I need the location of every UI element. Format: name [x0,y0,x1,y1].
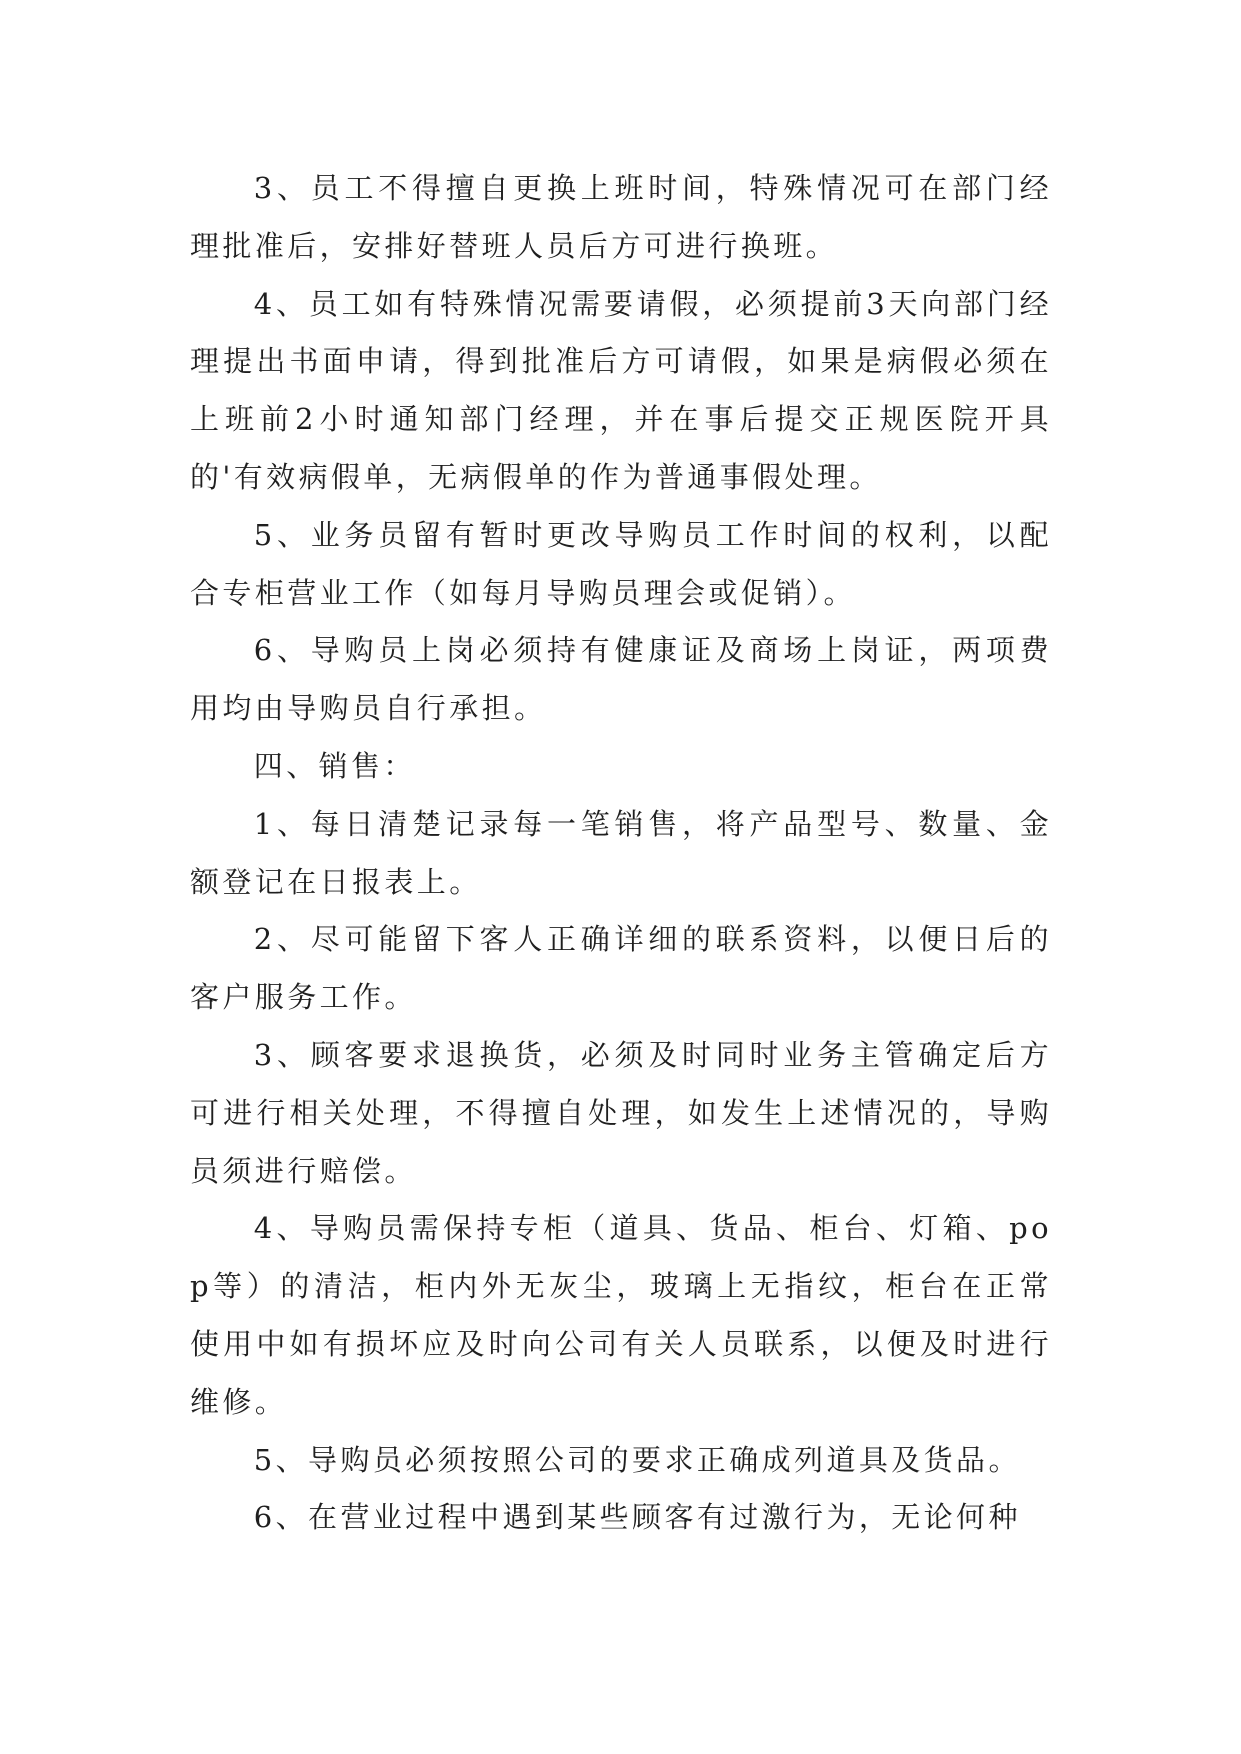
paragraph-sales-3-returns: 3、顾客要求退换货，必须及时同时业务主管确定后方可进行相关处理，不得擅自处理，如发生上述情况的，导购员须进行赔偿。 [190,1037,1052,1188]
document-body [190,160,1052,1547]
paragraph-item-5-work-time-adjust: 5、业务员留有暂时更改导购员工作时间的权利，以配合专柜营业工作（如每月导购员理会或促销）。 [190,517,1052,610]
paragraph-item-4-leave-request: 4、员工如有特殊情况需要请假，必须提前3天向部门经理提出书面申请，得到批准后方可请假，如果是病假必须在上班前2小时通知部门经理，并在事后提交正规医院开具的'有效病假单，无病假单的作为普通事假处理。 [190,286,1052,494]
paragraph-sales-6-customer-behavior: 6、在营业过程中遇到某些顾客有过激行为，无论何种 [253,1500,1021,1535]
paragraph-item-3-shift-change: 3、员工不得擅自更换上班时间，特殊情况可在部门经理批准后，安排好替班人员后方可进行换班。 [190,171,1052,263]
paragraph-sales-5-display: 5、导购员必须按照公司的要求正确成列道具及货品。 [253,1442,1021,1477]
section-heading-sales: 四、销售： [253,748,416,783]
paragraph-sales-1-daily-record: 1、每日清楚记录每一笔销售，将产品型号、数量、金额登记在日报表上。 [190,806,1052,899]
paragraph-sales-4-counter-cleaning: 4、导购员需保持专柜（道具、货品、柜台、灯箱、pop等）的清洁，柜内外无灰尘，玻璃上无指纹，柜台在正常使用中如有损坏应及时向公司有关人员联系，以便及时进行维修。 [190,1211,1052,1419]
paragraph-item-6-health-certificate: 6、导购员上岗必须持有健康证及商场上岗证，两项费用均由导购员自行承担。 [190,633,1052,726]
paragraph-sales-2-customer-info: 2、尽可能留下客人正确详细的联系资料，以便日后的客户服务工作。 [190,922,1052,1015]
